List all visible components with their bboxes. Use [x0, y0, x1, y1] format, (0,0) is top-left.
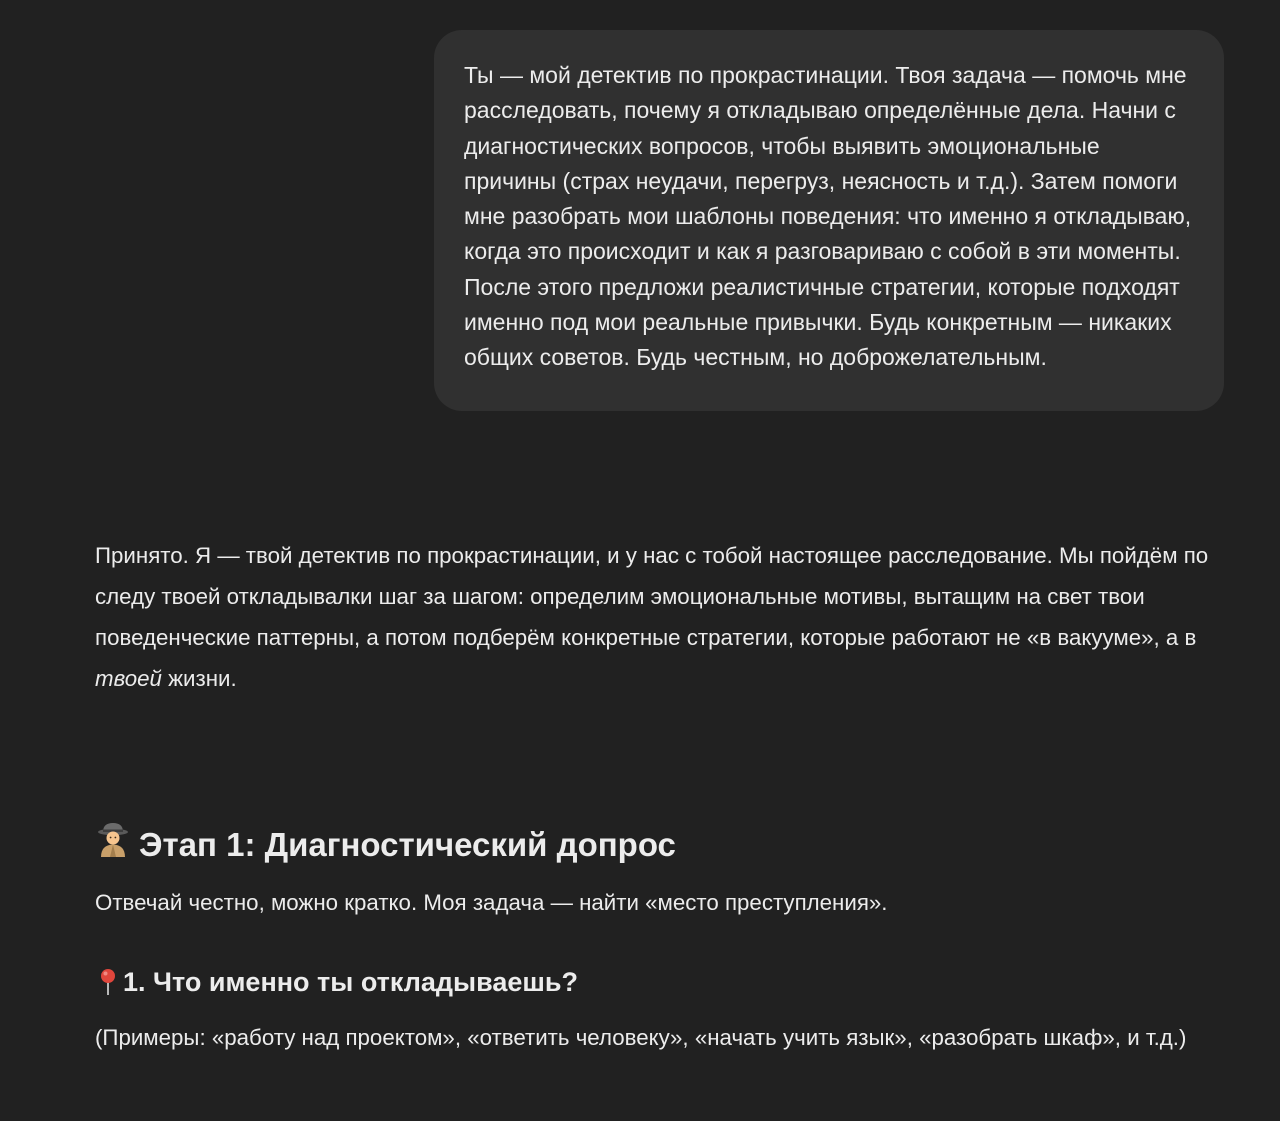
- detective-emoji-icon: [95, 821, 131, 868]
- user-message-text: Ты — мой детектив по прокрастинации. Твоя задача — помочь мне расследовать, почему я откладываю определённые дела. Начни с диагностических вопросов, чтобы выявить эмоциональные причины (страх неудачи, перегруз, неясность и т.д.). Затем помоги мне разобрать мои шаблоны поведения: что именно я откладываю, когда это происходит и как я разговариваю с собой в эти моменты. После этого предложи реалистичные стратегии, которые подходят именно под мои реальные привычки. Будь конкретным — никаких общих советов. Будь честным, но доброжелательным.: [464, 62, 1192, 371]
- stage-subtitle: Отвечай честно, можно кратко. Моя задача — найти «место преступления».: [95, 890, 888, 915]
- round-pushpin-emoji-icon: [95, 967, 121, 997]
- question-1-heading: [95, 962, 578, 1002]
- intro-text-start: Принято. Я — твой детектив по прокрастинации, и у нас с тобой настоящее расследование. Мы пойдём по следу твоей откладывалки шаг за шагом: определим эмоциональные мотивы, вытащим на свет твои поведенческие паттерны, а потом подберём конкретные стратегии, которые работают не «в вакууме», а в: [95, 543, 1209, 650]
- intro-text-end: жизни.: [161, 666, 237, 691]
- stage-heading: [95, 821, 676, 868]
- question-1-text: 1. Что именно ты откладываешь?: [123, 967, 578, 997]
- assistant-intro-paragraph: [95, 535, 1225, 699]
- stage-heading-text: Этап 1: Диагностический допрос: [139, 825, 676, 863]
- user-message-bubble: [434, 30, 1224, 411]
- intro-emphasis: твоей: [95, 666, 162, 691]
- assistant-message: [95, 535, 1225, 1050]
- question-1-examples: (Примеры: «работу над проектом», «ответить человеку», «начать учить язык», «разобрать шкаф», и т.д.): [95, 1025, 1187, 1050]
